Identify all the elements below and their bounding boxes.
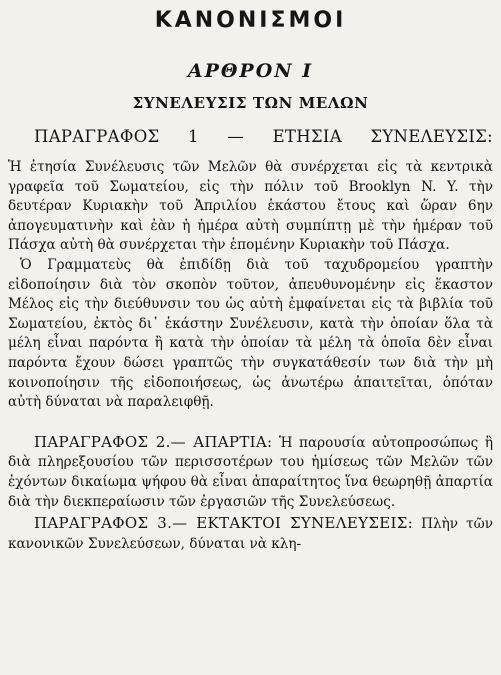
paragraph-3 — [8, 514, 493, 554]
document-title: ΚΑΝΟΝΙΣΜΟΙ — [154, 8, 347, 33]
section-title: ΣΥΝΕΛΕΥΣΙΣ ΤΩΝ ΜΕΛΩΝ — [132, 94, 369, 112]
document-page — [0, 6, 501, 675]
paragraph-3-text: Πλὴν τῶν κανονικῶν Συνελεύσεων, δύναται νὰ κλη- — [8, 516, 494, 552]
paragraph-2-text: Ἡ παρουσία αὐτοπροσώπως ἢ διὰ πληρεξουσίου τῶν περισσοτέρων του ἡμίσεως τῶν Μελῶν τῶν ἐχόντων δικαίωμα ψήφου θὰ εἶναι ἀπαραίτητος ἵνα θεωρηθῇ ἀπαρτία διὰ τὴν διεκπεραίωσιν τῶν ἐργασιῶν τῆς Συνελεύσεως. — [8, 434, 493, 510]
article-title: ΑΡΘΡΟΝ Ι — [187, 60, 314, 82]
paragraph-2-heading: ΠΑΡΑΓΡΑΦΟΣ 2.— ΑΠΑΡΤΙΑ: — [34, 432, 273, 451]
paragraph-1-text-secretary: Ὁ Γραμματεὺς θὰ ἐπιδίδῃ διὰ τοῦ ταχυδρομείου γραπτὴν εἰδοποίησιν διὰ τὸν σκοπὸν τοῦτον, ἀπευθυνομένην εἰς ἕκαστον Μέλος εἰς τὴν διεύθυνσιν του ὡς αὐτὴ ἐμφαίνεται εἰς τὰ βιβλία τοῦ Σωματείου, ἐκτὸς δι᾽ ἑκάστην Συνέλευσιν, κατὰ τὴν ὁποίαν ὅλα τὰ μέλη εἶναι παρόντα ἢ κατὰ τὴν ὁποίαν τὰ μέλη τὰ ὁποῖα δὲν εἶναι παρόντα ἔχουν δώσει γραπτῶς τὴν συγκατάθεσίν των διὰ τὴν μὴ κοινοποίησιν τῆς εἰδοποιήσεως, ὡς ἀνωτέρω ἀπαιτεῖται, ὁπόταν αὐτὴ δύναται νὰ παραλειφθῇ. — [8, 256, 493, 411]
paragraph-2 — [8, 433, 493, 512]
paragraph-3-heading: ΠΑΡΑΓΡΑΦΟΣ 3.— ΕΚΤΑΚΤΟΙ ΣΥΝΕΛΕΥΣΕΙΣ: — [34, 514, 414, 533]
paragraph-1-text: Ἡ ἐτησία Συνέλευσις τῶν Μελῶν θὰ συνέρχεται εἰς τὰ κεντρικὰ γραφεῖα τοῦ Σωματείου, εἰς τὴν πόλιν τοῦ Brooklyn N. Y. τὴν δευτέραν Κυριακὴν τοῦ Ἀπριλίου ἑκάστου ἔτους καὶ ὥραν 6ην ἀπογευματινὴν καὶ ἐὰν ἡ ἡμέρα αὐτὴ συμπίπτῃ μὲ τὴν ἡμέραν τοῦ Πάσχα αὐτὴ θὰ συνέρχεται τὴν ἑπομένην Κυριακὴν τοῦ Πάσχα. — [8, 159, 493, 254]
paragraph-1-heading: ΠΑΡΑΓΡΑΦΟΣ 1 — ΕΤΗΣΙΑ ΣΥΝΕΛΕΥΣΙΣ: — [34, 127, 493, 146]
